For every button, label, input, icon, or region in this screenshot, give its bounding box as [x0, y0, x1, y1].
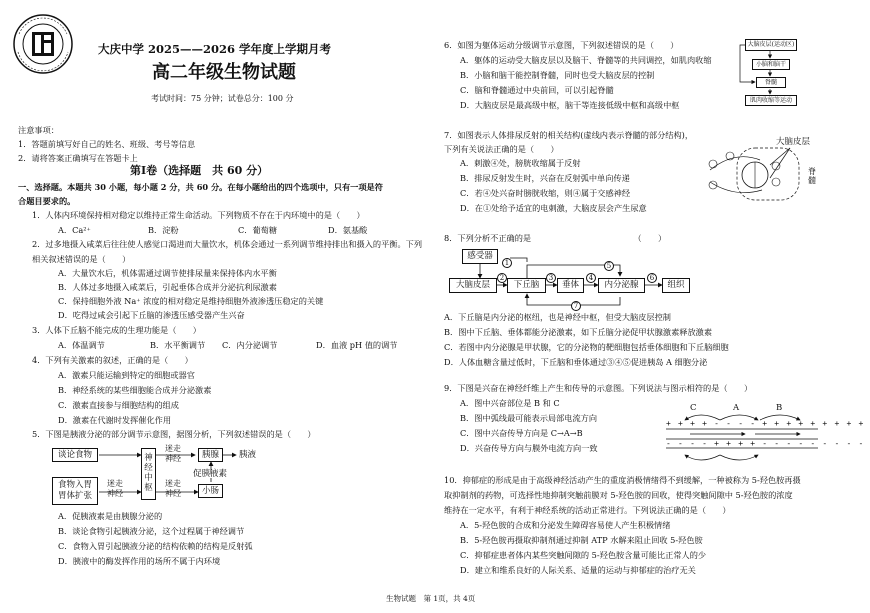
- q9-row-inner: - - - - + + + + - - - - - - - - -: [666, 439, 865, 448]
- q7-stem: 7．如图表示人体排尿反射的相关结构(虚线内表示脊髓的部分结构)，: [444, 130, 694, 140]
- q5-stem: 5．下图是胰液分泌的部分调节示意图，据图分析，下列叙述错误的是（ ）: [32, 429, 316, 439]
- q7-cortex-label: 大脑皮层: [776, 137, 811, 147]
- q5-option-c: C．食物入胃引起胰液分泌的结构依赖的结构是反射弧: [58, 541, 253, 551]
- q10-option-a: A．5-羟色胺的合成和分泌发生障碍容易使人产生积极情绪: [460, 520, 671, 530]
- section-title: 第Ⅰ卷（选择题 共 60 分）: [130, 164, 269, 177]
- q2-stem: 2．过多地摄入咸菜后往往使人感觉口渴进而大量饮水，机体会通过一系列调节维持排出和摄入的平衡。下列: [32, 239, 423, 249]
- q6-option-b: B．小脑和脑干能控制脊髓，同时也受大脑皮层的控制: [460, 70, 655, 80]
- q7-spine-char: 脊: [808, 167, 816, 176]
- q1-option-c: C．葡萄糖: [238, 225, 278, 235]
- page-footer: 生物试题 第 1页，共 4页: [386, 594, 476, 603]
- vagus-label-line: 迷走: [165, 479, 181, 488]
- q2-option-c: C．保持细胞外液 Na⁺ 浓度的相对稳定是维持细胞外液渗透压稳定的关键: [58, 296, 324, 306]
- q7-stem: 下列有关说法正确的是（ ）: [444, 144, 559, 154]
- exam-info: 考试时间：75 分钟；试卷总分：100 分: [151, 94, 294, 103]
- q8-marker-7: 7: [571, 301, 581, 311]
- q8-receptor-box: 感受器: [462, 249, 498, 264]
- vagus-label-line: 神经: [107, 488, 123, 498]
- q4-stem: 4．下列有关激素的叙述，正确的是（ ）: [32, 355, 193, 365]
- q3-stem: 3．人体下丘脑不能完成的生理功能是（ ）: [32, 325, 201, 335]
- q8-marker-4: 4: [586, 273, 596, 283]
- talk-food-box: 谈论食物: [52, 448, 98, 462]
- q4-option-a: A．激素只能运输到特定的细胞或器官: [58, 370, 195, 380]
- q9-option-a: A．图中兴奋部位是 B 和 C: [460, 398, 560, 408]
- q9-option-d: D．兴奋传导方向与膜外电流方向一致: [460, 443, 598, 453]
- vagus-label-line: 神经: [165, 488, 181, 498]
- q1-stem: 1．人体内环境保持相对稳定以维持正常生命活动。下列物质不存在于内环境中的是（ ）: [32, 210, 365, 220]
- q8-option-c: C．若图中内分泌腺是甲状腺，它的分泌物的靶细胞包括垂体细胞和下丘脑细胞: [444, 342, 729, 352]
- q5-option-b: B．谈论食物引起胰液分泌，这个过程属于神经调节: [58, 526, 245, 536]
- q3-option-c: C．内分泌调节: [222, 340, 278, 350]
- q8-cortex-box: 大脑皮层: [449, 278, 497, 293]
- q8-marker-1: 1: [502, 258, 512, 268]
- q9-label-c: C: [690, 403, 697, 413]
- note-item: 2．请将答案正确填写在答题卡上: [18, 153, 138, 163]
- q3-option-b: B．水平衡调节: [150, 340, 206, 350]
- pancreatic-juice-label: 胰液: [239, 450, 257, 460]
- pancreas-box: 胰腺: [198, 448, 223, 462]
- food-stomach-line: 食物入胃: [57, 480, 92, 491]
- q6-stem: 6．如图为躯体运动分级调节示意图，下列叙述错误的是（ ）: [444, 40, 679, 50]
- q8-option-b: B．图中下丘脑、垂体都能分泌激素，如下丘脑分泌促甲状腺激素释放激素: [444, 327, 713, 337]
- q10-option-c: C．抑郁症患者体内某些突触间隙的 5-羟色胺含量可能比正常人的少: [460, 550, 707, 560]
- q5-option-d: D．胰液中的酶发挥作用的场所不属于内环境: [58, 556, 221, 566]
- q8-marker-5: 5: [604, 261, 614, 271]
- q4-option-c: C．激素直接参与细胞结构的组成: [58, 400, 179, 410]
- q6-option-a: A．躯体的运动受大脑皮层以及脑干、脊髓等的共同调控，如肌肉收缩: [460, 55, 712, 65]
- nerve-center-char: 经: [144, 463, 153, 474]
- q5-option-a: A．促胰液素是由胰腺分泌的: [58, 511, 163, 521]
- q2-option-d: D．吃得过咸会引起下丘脑的渗透压感受器产生兴奋: [58, 310, 245, 320]
- notes-title: 注意事项：: [18, 125, 59, 135]
- q6-box-cerebellum: 小脑和脑干: [752, 59, 790, 70]
- note-item: 1．答题前填写好自己的姓名、班级、考号等信息: [18, 139, 196, 149]
- q3-option-d: D．血液 pH 值的调节: [316, 340, 398, 350]
- q6-option-c: C．脑和脊髓通过中央前回，可以引起脊髓: [460, 85, 614, 95]
- q8-marker-2: 2: [497, 273, 507, 283]
- q6-box-cortex: 大脑皮层(运动区): [745, 39, 797, 51]
- section-instruction: 合题目要求的。: [18, 196, 76, 206]
- vagus-label-line: 神经: [165, 453, 181, 463]
- intestine-box: 小肠: [198, 484, 223, 498]
- q9-option-b: B．图中弧线最可能表示局部电流方向: [460, 413, 598, 423]
- q1-option-a: A．Ca²⁺: [58, 225, 91, 235]
- q10-stem: 取抑制剂的药物，可选择性地抑制突触前膜对 5-羟色胺的回收，使得突触间隙中 5-羟色胺的浓度: [444, 490, 793, 500]
- q2-option-a: A．大量饮水后，机体需通过调节使排尿量来保持体内水平衡: [58, 268, 277, 278]
- nerve-center-char: 枢: [144, 482, 153, 493]
- q8-stem: 8．下列分析不正确的是 （ ）: [444, 233, 667, 243]
- q7-option-a: A．刺激④处，膀胱收缩属于反射: [460, 158, 581, 168]
- q8-endocrine-box: 内分泌腺: [598, 278, 645, 293]
- vagus-label-line: 迷走: [107, 479, 123, 488]
- q6-box-muscle: 肌肉收缩等运动: [745, 95, 797, 106]
- nerve-center-char: 神: [144, 453, 153, 464]
- section-instruction: 一、选择题。本题共 30 小题，每小题 2 分，共 60 分。在每小题给出的四个选项中，只有一项是符: [18, 182, 383, 192]
- q10-stem: 维持在一定水平，有利于神经系统的活动正常进行。下列说法正确的是（ ）: [444, 505, 731, 515]
- q2-option-b: B．人体过多地摄入咸菜后，引起垂体合成并分泌抗利尿激素: [58, 282, 277, 292]
- page-title: 高二年级生物试题: [152, 62, 296, 83]
- q10-stem: 10．抑郁症的形成是由于高级神经活动产生的重度消极情绪得不到缓解，一种被称为 5-羟色胺再摄: [444, 475, 801, 485]
- q1-option-d: D．氨基酸: [328, 225, 368, 235]
- q2-stem: 相关叙述错误的是（ ）: [32, 254, 131, 264]
- q9-label-a: A: [733, 403, 740, 413]
- school-exam-title: 大庆中学 2025——2026 学年度上学期月考: [98, 42, 332, 56]
- q9-row-outer: + + + + - - - - + + + + + + + + +: [666, 419, 865, 428]
- q8-pituitary-box: 垂体: [557, 278, 584, 293]
- q6-option-d: D．大脑皮层是最高级中枢，脑干等连接低级中枢和高级中枢: [460, 100, 680, 110]
- vagus-label-line: 迷走: [165, 444, 181, 453]
- q8-option-d: D．人体血糖含量过低时，下丘脑和垂体通过③④⑤促进胰岛 A 细胞分泌: [444, 357, 708, 367]
- q7-option-d: D．在①处给予适宜的电刺激，大脑皮层会产生尿意: [460, 203, 647, 213]
- q8-option-a: A．下丘脑是内分泌的枢纽，也是神经中枢，但受大脑皮层控制: [444, 312, 671, 322]
- q7-spine-char: 髓: [808, 175, 816, 185]
- q10-option-d: D．建立和维系良好的人际关系、适量的运动与抑郁症的治疗无关: [460, 565, 696, 575]
- q8-hypothalamus-box: 下丘脑: [507, 278, 546, 293]
- q8-marker-6: 6: [647, 273, 657, 283]
- q7-option-b: B．排尿反射发生时，兴奋在反射弧中单向传递: [460, 173, 630, 183]
- q8-marker-3: 3: [546, 273, 556, 283]
- nerve-center-char: 中: [144, 473, 153, 483]
- food-stomach-line: 胃体扩张: [57, 491, 92, 501]
- secretin-label: 促胰液素: [193, 469, 228, 479]
- q1-option-b: B．淀粉: [148, 225, 179, 235]
- q4-option-d: D．激素在代谢时发挥催化作用: [58, 415, 172, 425]
- q4-option-b: B．神经系统的某些细胞能合成并分泌激素: [58, 385, 212, 395]
- q9-option-c: C．图中兴奋传导方向是 C→A→B: [460, 428, 583, 438]
- q6-box-spinal: 脊髓: [756, 77, 786, 88]
- q7-option-c: C．若④处兴奋时膀胱收缩，则④属于交感神经: [460, 188, 631, 198]
- q9-label-b: B: [776, 403, 783, 413]
- q10-option-b: B．5-羟色胺再摄取抑制剂通过抑制 ATP 水解来阻止回收 5-羟色胺: [460, 535, 703, 545]
- q3-option-a: A．体温调节: [58, 340, 105, 350]
- q8-tissue-box: 组织: [662, 278, 690, 293]
- q9-stem: 9．下图是兴奋在神经纤维上产生和传导的示意图。下列说法与图示相符的是（ ）: [444, 383, 753, 393]
